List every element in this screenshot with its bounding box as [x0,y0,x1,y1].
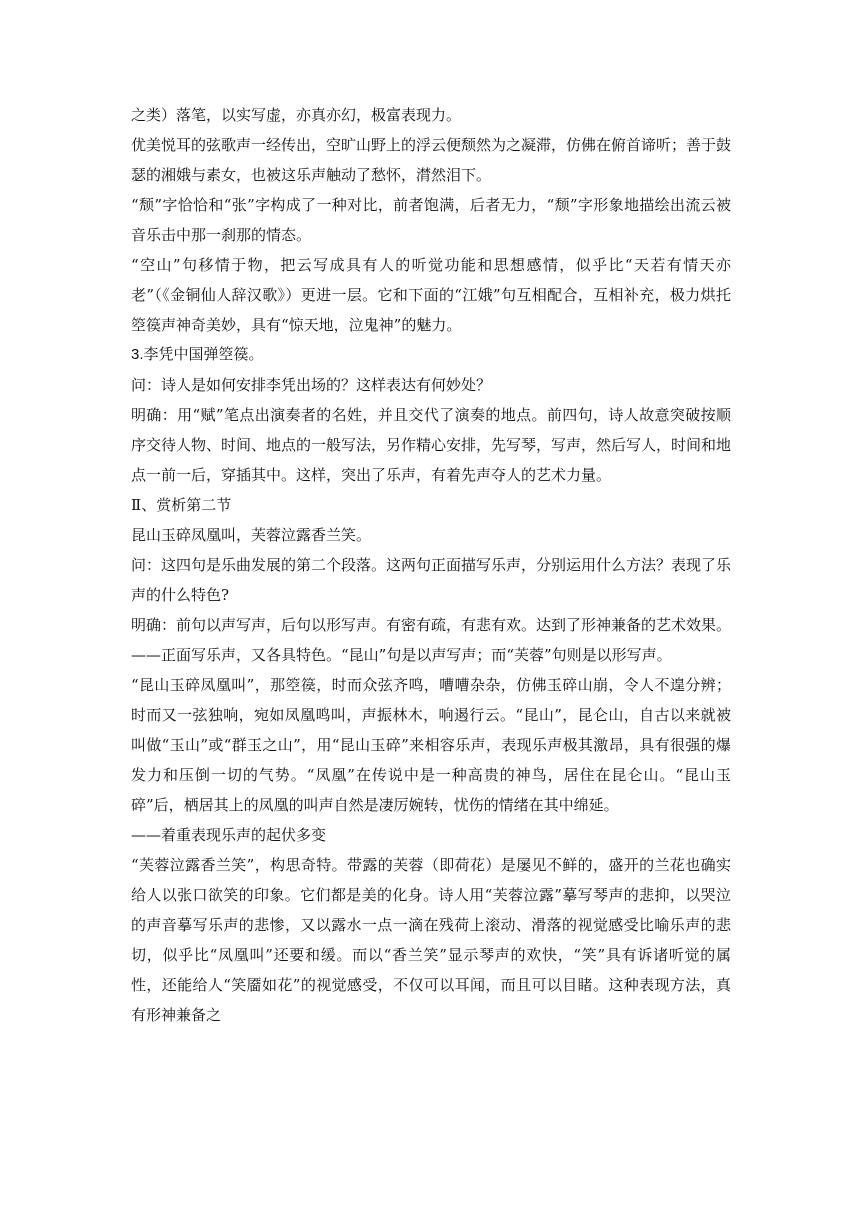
note-direct-description: ——正面写乐声，又各具特色。“昆山”句是以声写声；而“芙蓉”句则是以形写声。 [131,646,672,664]
document-page [131,100,731,1030]
paragraph-furong: “芙蓉泣露香兰笑”，构思奇特。带露的芙蓉（即荷花）是屡见不鲜的，盛开的兰花也确实给人以张口欲笑的印象。它们都是美的化身。诗人用“芙蓉泣露”摹写琴声的悲抑，以哭泣的声音摹写乐声的悲惨，又以露水一点一滴在残荷上滚动、滑落的视觉感受比喻乐声的悲切，似乎比“凤凰叫”还要和缓。而以“香兰笑”显示琴声的欢快，“笑”具有诉诸听觉的属性，还能给人“笑靥如花”的视觉感受，不仅可以耳闻，而且可以目睹。这种表现方法，真有形神兼备之 [131,856,731,1024]
answer-part-two: 明确：前句以声写声，后句以形写声。有密有疏，有悲有欢。达到了形神兼备的艺术效果。 [131,616,732,634]
question-li-ping: 问：诗人是如何安排李凭出场的？这样表达有何妙处？ [131,376,492,394]
paragraph-tui-contrast: “颓”字恰恰和“张”字构成了一种对比，前者饱满，后者无力，“颓”字形象地描绘出流云被音乐击中那一刹那的情态。 [131,196,731,244]
section-li-ping: 3.李凭中国弹箜篌。 [131,346,264,363]
paragraph-continuation: 之类）落笔，以实写虚，亦真亦幻，极富表现力。 [131,106,462,124]
paragraph-music-effect: 优美悦耳的弦歌声一经传出，空旷山野上的浮云便颓然为之凝滞，仿佛在俯首谛听；善于鼓瑟的湘娥与素女，也被这乐声触动了愁怀，潸然泪下。 [131,136,732,184]
answer-li-ping: 明确：用“赋”笔点出演奏者的名姓，并且交代了演奏的地点。前四句，诗人故意突破按顺序交待人物、时间、地点的一般写法，另作精心安排，先写琴，写声，然后写人，时间和地点一前一后，穿插其中。这样，突出了乐声，有着先声夺人的艺术力量。 [131,406,732,484]
paragraph-kunshan: “昆山玉碎凤凰叫”，那箜篌，时而众弦齐鸣，嘈嘈杂杂，仿佛玉碎山崩，令人不遑分辨；时而又一弦独响，宛如凤凰鸣叫，声振林木，响遏行云。“昆山”，昆仑山，自古以来就被叫做“玉山”或“群玉之山”，用“昆山玉碎”来相容乐声，表现乐声极其激昂，具有很强的爆发力和压倒一切的气势。“凤凰”在传说中是一种高贵的神鸟，居住在昆仑山。“昆山玉碎”后，栖居其上的凤凰的叫声自然是凄厉婉转，忧伤的情绪在其中绵延。 [131,676,731,814]
section-heading-part-two: Ⅱ、赏析第二节 [131,496,232,514]
paragraph-kongshan: “空山”句移情于物，把云写成具有人的听觉功能和思想感情，似乎比“天若有情天亦老”（《金铜仙人辞汉歌》）更进一层。它和下面的“江娥”句互相配合，互相补充，极力烘托箜篌声神奇美妙，具有“惊天地，泣鬼神”的魅力。 [131,256,731,334]
question-part-two: 问：这四句是乐曲发展的第二个段落。这两句正面描写乐声，分别运用什么方法？表现了乐声的什么特色? [131,556,732,604]
poem-line: 昆山玉碎凤凰叫，芙蓉泣露香兰笑。 [131,526,372,544]
note-ups-and-downs: ——着重表现乐声的起伏多变 [131,826,327,844]
